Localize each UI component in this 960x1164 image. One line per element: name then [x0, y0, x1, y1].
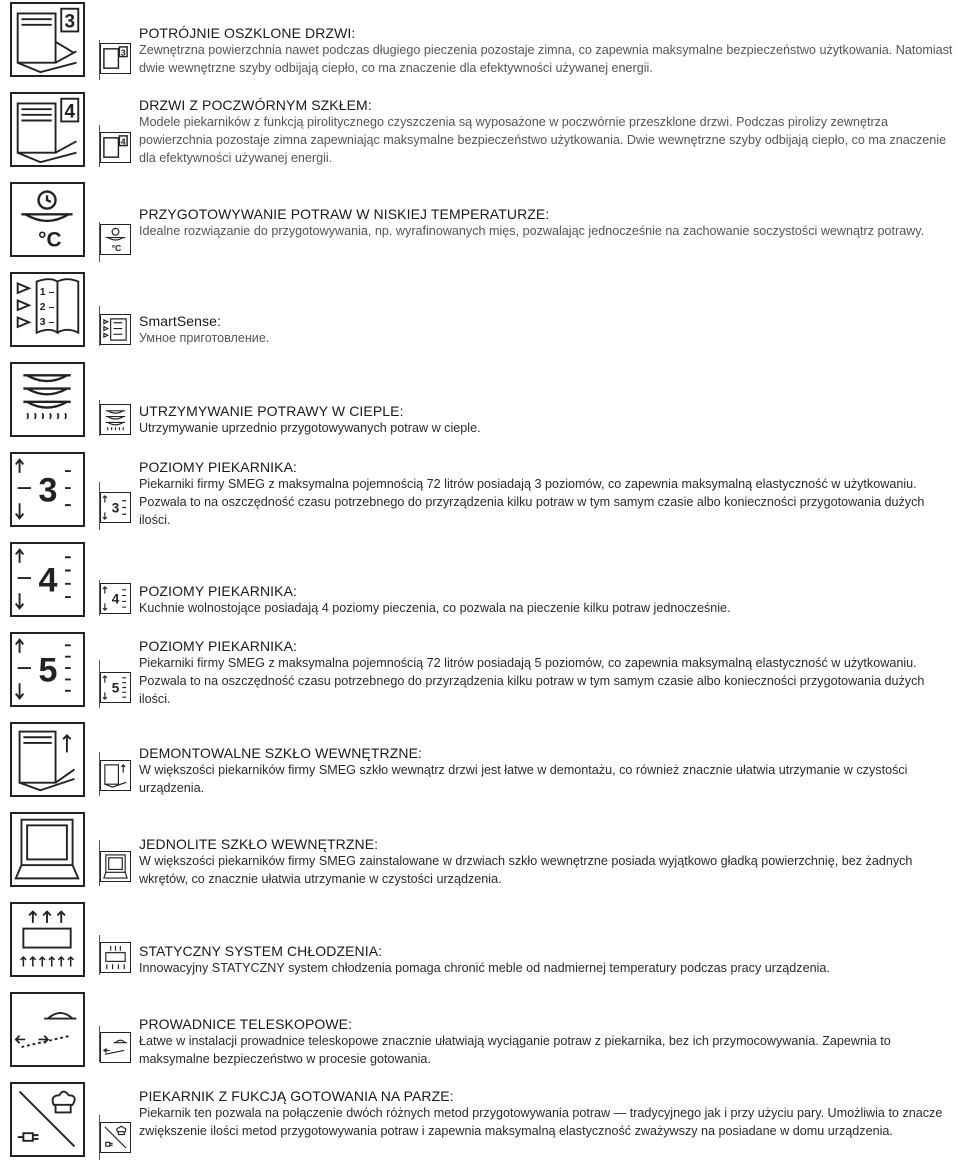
feature-title: JEDNOLITE SZKŁO WEWNĘTRZNE: — [139, 836, 379, 852]
svg-text:5: 5 — [38, 651, 58, 690]
keep-warm-plates-small-icon — [100, 404, 131, 435]
three-levels-small-icon — [100, 492, 131, 523]
low-temperature-cooking-icon — [10, 182, 85, 257]
telescopic-guides-small-icon — [100, 1032, 131, 1063]
svg-text:°C: °C — [38, 228, 62, 252]
svg-text:4: 4 — [111, 591, 120, 607]
feature-title: DEMONTOWALNE SZKŁO WEWNĘTRZNE: — [139, 745, 423, 761]
three-levels-icon — [10, 452, 85, 527]
feature-description: Kuchnie wolnostojące posiadają 4 poziomy pieczenia, co pozwala na pieczenie kilku potraw jednocześnie. — [139, 601, 731, 615]
feature-description: Modele piekarników z funkcją pirolitycznego czyszczenia są wyposażone w poczwórnie przeszklone drzwi. Podczas pirolizy zewnętrza powierzchnia pozostaje zimna zapewniając maksymalne bezpieczeństwo użytkowania. Dwie wewnętrzne szyby odbijają ciepło, co ma znaczenie dla efektywności używanej energii. — [139, 115, 947, 165]
feature-title: POZIOMY PIEKARNIKA: — [139, 583, 298, 599]
feature-title: DRZWI Z POCZWÓRNYM SZKŁEM: — [139, 97, 372, 113]
svg-text:1 –: 1 – — [39, 286, 55, 298]
smartsense-recipe-book-small-icon — [100, 314, 131, 345]
feature-description: Utrzymywanie uprzednio przygotowywanych potraw w cieple. — [139, 421, 481, 435]
static-cooling-small-icon — [100, 942, 131, 973]
smartsense-recipe-book-icon — [10, 272, 85, 347]
svg-text:°C: °C — [111, 243, 122, 254]
feature-title: SmartSense: — [139, 313, 222, 329]
keep-warm-plates-icon — [10, 362, 85, 437]
feature-title: POZIOMY PIEKARNIKA: — [139, 638, 298, 654]
svg-text:4: 4 — [120, 136, 126, 147]
feature-title: PRZYGOTOWYWANIE POTRAW W NISKIEJ TEMPERATURZE: — [139, 206, 550, 222]
feature-description: Piekarniki firmy SMEG z maksymalna pojemnością 72 litrów posiadają 5 poziomów, co zapewnia maksymalną elastyczność w użytkowaniu. Pozwala to na oszczędność czasu potrzebnego do przyrządzenia kilku potraw w tym samym czasie albo konieczności przygotowania dużych ilości. — [139, 656, 925, 706]
feature-title: PIEKARNIK Z FUKCJĄ GOTOWANIA NA PARZE: — [139, 1088, 454, 1104]
feature-title: STATYCZNY SYSTEM CHŁODZENIA: — [139, 943, 383, 959]
static-cooling-icon — [10, 902, 85, 977]
svg-text:3 –: 3 – — [39, 317, 55, 329]
feature-description: W większości piekarników firmy SMEG szkło wewnątrz drzwi jest łatwe w demontażu, co również znacznie ułatwia utrzymanie w czystości urządzenia. — [139, 763, 908, 795]
svg-text:2 –: 2 – — [39, 301, 55, 313]
removable-inner-glass-small-icon — [100, 760, 131, 791]
telescopic-guides-icon — [10, 992, 85, 1067]
feature-description: Idealne rozwiązanie do przygotowywania, np. wyrafinowanych mięs, pozwalając jednocześnie na zachowanie soczystości wewnątrz potrawy. — [139, 224, 925, 238]
feature-description: Умное приготовление. — [139, 331, 270, 345]
svg-text:5: 5 — [111, 680, 120, 696]
feature-title: PROWADNICE TELESKOPOWE: — [139, 1016, 353, 1032]
feature-description: Łatwe w instalacji prowadnice teleskopowe znacznie ułatwiają wyciąganie potraw z piekarnika, bez ich przymocowywania. Zapewnia to maksymalne bezpieczeństwo w procesie gotowania. — [139, 1034, 891, 1066]
svg-text:3: 3 — [38, 471, 58, 510]
triple-glazed-door-icon — [10, 2, 85, 77]
steam-cooking-icon — [10, 1082, 85, 1157]
quadruple-glazed-door-icon — [10, 92, 85, 167]
flush-inner-glass-small-icon — [100, 851, 131, 882]
feature-description: Innowacyjny STATYCZNY system chłodzenia pomaga chronić meble od nadmiernej temperatury podczas pracy urządzenia. — [139, 961, 830, 975]
flush-inner-glass-icon — [10, 812, 85, 887]
svg-text:4: 4 — [38, 561, 58, 600]
triple-glazed-door-small-icon — [100, 43, 131, 74]
svg-text:3: 3 — [120, 47, 126, 58]
feature-description: W większości piekarników firmy SMEG zainstalowane w drzwiach szkło wewnętrzne posiada wyjątkowo gładką powierzchnię, bez żadnych wkrętów, co znacznie ułatwia utrzymanie w czystości urządzenia. — [139, 854, 913, 886]
removable-inner-glass-icon — [10, 722, 85, 797]
svg-text:4: 4 — [64, 101, 76, 123]
four-levels-icon — [10, 542, 85, 617]
four-levels-small-icon — [100, 583, 131, 614]
svg-text:3: 3 — [64, 11, 76, 33]
low-temperature-cooking-small-icon — [100, 224, 131, 255]
five-levels-icon — [10, 632, 85, 707]
feature-title: UTRZYMYWANIE POTRAWY W CIEPLE: — [139, 403, 404, 419]
feature-description: Piekarniki firmy SMEG z maksymalna pojemnością 72 litrów posiadają 3 poziomów, co zapewnia maksymalną elastyczność w użytkowaniu. Pozwala to na oszczędność czasu potrzebnego do przyrządzenia kilku potraw w tym samym czasie albo konieczności przygotowania dużych ilości. — [139, 477, 925, 527]
feature-description: Piekarnik ten pozwala na połączenie dwóch różnych metod przygotowywania potraw — tradycyjnego jak i przy użyciu pary. Umożliwia to znacze zwiększenie ilości metod przygotowywania potraw i zapewnia maksymalną elastyczność zważywszy na posiadane w domu urządzenia. — [139, 1106, 943, 1138]
steam-cooking-small-icon — [100, 1122, 131, 1153]
quadruple-glazed-door-small-icon — [100, 132, 131, 163]
feature-title: POTRÓJNIE OSZKLONE DRZWI: — [139, 25, 356, 41]
five-levels-small-icon — [100, 672, 131, 703]
feature-title: POZIOMY PIEKARNIKA: — [139, 459, 298, 475]
feature-description: Zewnętrzna powierzchnia nawet podczas długiego pieczenia pozostaje zimna, co zapewnia maksymalne bezpieczeństwo użytkowania. Natomiast dwie wewnętrzne szyby odbijają ciepło, co ma znaczenie dla efektywności używanej energii. — [139, 43, 953, 75]
svg-text:3: 3 — [111, 500, 120, 516]
